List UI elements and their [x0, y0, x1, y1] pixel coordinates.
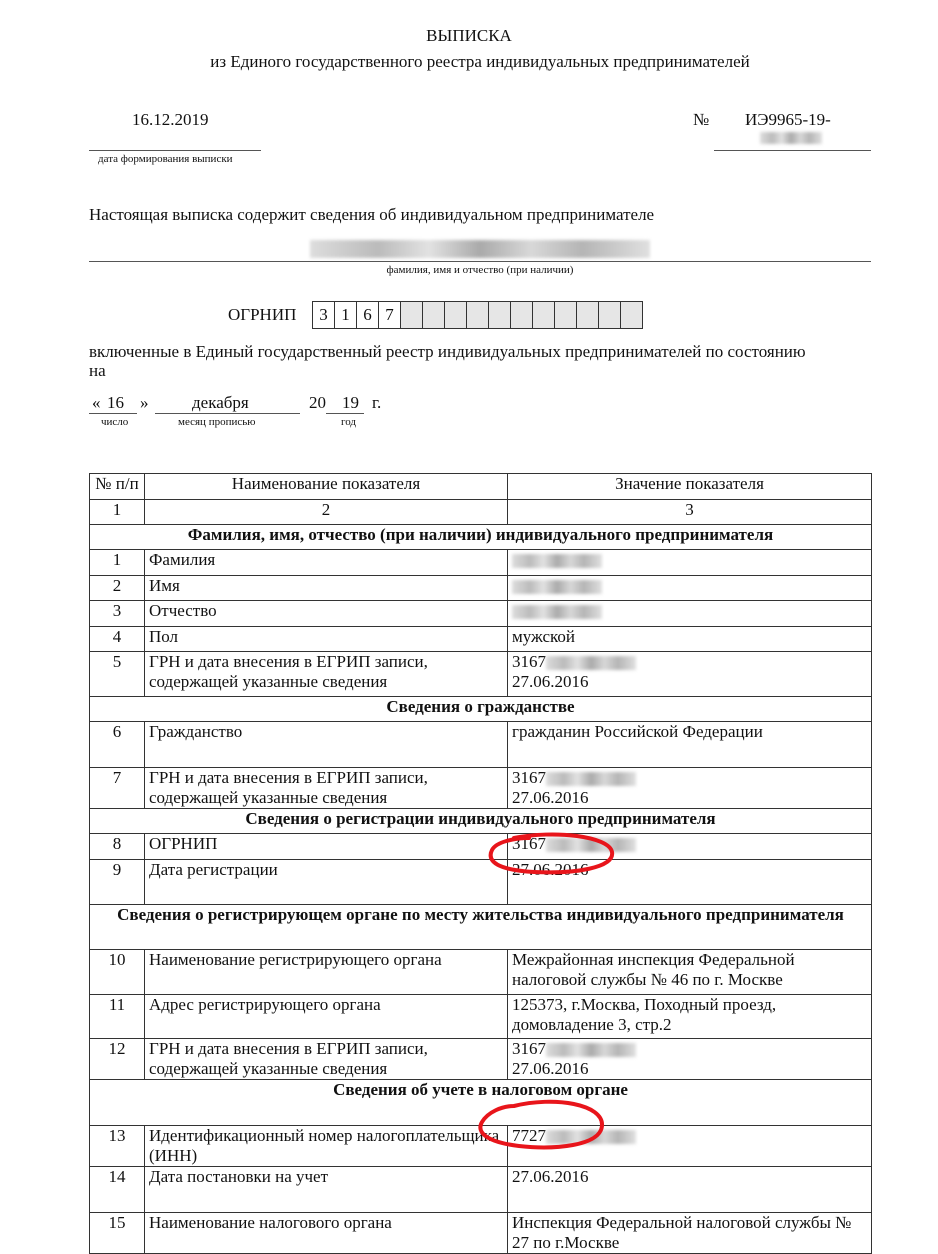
redacted-name	[310, 240, 650, 258]
row-name: Адрес регистрирующего органа	[145, 995, 508, 1039]
column-number: 2	[145, 500, 508, 525]
column-number: 3	[508, 500, 872, 525]
name-underline	[89, 261, 871, 262]
redacted-value	[512, 580, 602, 594]
row-name: Фамилия	[145, 550, 508, 576]
row-value: Межрайонная инспекция Федеральной налоговой службы № 46 по г. Москве	[512, 950, 795, 989]
section-row	[90, 809, 872, 834]
redacted-digit	[445, 302, 467, 328]
section-title: Сведения об учете в налоговом органе	[90, 1080, 872, 1126]
table-row	[90, 995, 872, 1039]
row-name: Отчество	[145, 601, 508, 627]
section-title: Сведения о регистрации индивидуального предпринимателя	[90, 809, 872, 834]
row-name: Пол	[145, 627, 508, 652]
row-value: гражданин Российской Федерации	[512, 722, 763, 741]
row-value-cell	[508, 627, 872, 652]
century: 20	[309, 393, 326, 412]
section-row	[90, 1080, 872, 1126]
row-value: мужской	[512, 627, 576, 646]
row-value: Инспекция Федеральной налоговой службы № 27 по г.Москве	[512, 1213, 852, 1252]
row-number: 3	[90, 601, 145, 627]
ogrnip-digit: 7	[379, 302, 401, 328]
table-row	[90, 834, 872, 860]
redacted-digit	[577, 302, 599, 328]
month-caption: месяц прописью	[178, 416, 256, 428]
table-header-row	[90, 474, 872, 500]
document-title: ВЫПИСКА	[426, 26, 512, 45]
row-value: 125373, г.Москва, Походный проезд, домовладение 3, стр.2	[512, 995, 777, 1034]
row-value-cell	[508, 768, 872, 809]
redacted-digit	[489, 302, 511, 328]
row-value-date: 27.06.2016	[512, 788, 589, 807]
row-number: 13	[90, 1126, 145, 1167]
row-number: 10	[90, 950, 145, 995]
section-row	[90, 905, 872, 950]
table-row	[90, 768, 872, 809]
row-value-date: 27.06.2016	[512, 672, 589, 691]
redacted-value	[512, 605, 602, 619]
row-value-date: 27.06.2016	[512, 1059, 589, 1078]
row-number: 11	[90, 995, 145, 1039]
row-number: 2	[90, 576, 145, 601]
row-number: 8	[90, 834, 145, 860]
redacted-digit	[599, 302, 621, 328]
row-value: 7727	[512, 1126, 546, 1145]
row-number: 12	[90, 1039, 145, 1080]
redacted-value	[512, 554, 602, 568]
row-name: Наименование регистрирующего органа	[145, 950, 508, 995]
row-number: 9	[90, 860, 145, 905]
row-name: Имя	[145, 576, 508, 601]
redacted-value	[546, 1043, 636, 1057]
row-name: Идентификационный номер налогоплательщика (ИНН)	[145, 1126, 508, 1167]
row-number: 4	[90, 627, 145, 652]
row-value: 3167	[512, 768, 546, 787]
ogrnip-digit: 6	[357, 302, 379, 328]
table-row	[90, 1213, 872, 1254]
table-row	[90, 652, 872, 697]
row-name: ГРН и дата внесения в ЕГРИП записи, содержащей указанные сведения	[145, 1039, 508, 1080]
year-suffix: г.	[372, 393, 382, 412]
row-value: 27.06.2016	[512, 1167, 589, 1186]
redacted-value	[546, 656, 636, 670]
row-value: 27.06.2016	[512, 860, 589, 879]
row-name: Дата постановки на учет	[145, 1167, 508, 1213]
row-value-cell	[508, 860, 872, 905]
table-row	[90, 1039, 872, 1080]
redacted-digit	[423, 302, 445, 328]
row-number: 7	[90, 768, 145, 809]
row-name: ГРН и дата внесения в ЕГРИП записи, содержащей указанные сведения	[145, 652, 508, 697]
section-row	[90, 697, 872, 722]
section-title: Фамилия, имя, отчество (при наличии) индивидуального предпринимателя	[90, 525, 872, 550]
name-caption: фамилия, имя и отчество (при наличии)	[386, 264, 574, 276]
row-value-cell	[508, 652, 872, 697]
row-value-cell	[508, 576, 872, 601]
date-caption: дата формирования выписки	[98, 153, 233, 165]
section-row	[90, 525, 872, 550]
number-sign: №	[693, 110, 710, 129]
redacted-value	[546, 1130, 636, 1144]
redacted-digit	[533, 302, 555, 328]
row-number: 5	[90, 652, 145, 697]
column-number: 1	[90, 500, 145, 525]
redacted-digit	[621, 302, 642, 328]
column-number-row	[90, 500, 872, 525]
header-name: Наименование показателя	[145, 474, 508, 500]
row-number: 15	[90, 1213, 145, 1254]
ogrnip-digit: 3	[313, 302, 335, 328]
section-title: Сведения о гражданстве	[90, 697, 872, 722]
row-value: 3167	[512, 652, 546, 671]
header-number: № п/п	[90, 474, 145, 500]
row-name: Наименование налогового органа	[145, 1213, 508, 1254]
row-number: 14	[90, 1167, 145, 1213]
row-value-cell	[508, 1126, 872, 1167]
year-caption: год	[341, 416, 357, 428]
row-value-cell	[508, 550, 872, 576]
year: 19	[342, 393, 359, 412]
header-value: Значение показателя	[508, 474, 872, 500]
register-table	[89, 473, 872, 1254]
row-value-cell	[508, 722, 872, 768]
redacted-digit	[511, 302, 533, 328]
table-row	[90, 1167, 872, 1213]
row-value: 3167	[512, 1039, 546, 1058]
day: 16	[107, 393, 124, 412]
extract-number: ИЭ9965-19-	[745, 110, 831, 129]
redacted-number	[760, 132, 822, 144]
redacted-value	[546, 838, 636, 852]
table-row	[90, 950, 872, 995]
row-value-cell	[508, 1167, 872, 1213]
redacted-value	[546, 772, 636, 786]
table-row	[90, 601, 872, 627]
row-number: 1	[90, 550, 145, 576]
date-underline	[89, 150, 261, 151]
redacted-digit	[555, 302, 577, 328]
row-value: 3167	[512, 834, 546, 853]
table-row	[90, 860, 872, 905]
table-row	[90, 627, 872, 652]
row-name: Дата регистрации	[145, 860, 508, 905]
table-row	[90, 550, 872, 576]
table-row	[90, 1126, 872, 1167]
ogrnip-label: ОГРНИП	[228, 305, 297, 324]
number-underline	[714, 150, 871, 151]
row-value-cell	[508, 1039, 872, 1080]
row-name: Гражданство	[145, 722, 508, 768]
row-name: ГРН и дата внесения в ЕГРИП записи, содержащей указанные сведения	[145, 768, 508, 809]
day-caption: число	[101, 416, 129, 428]
included-text: включенные в Единый государственный реестр индивидуальных предпринимателей по состоянию на	[89, 342, 806, 380]
quote-open: «	[92, 393, 101, 412]
section-title: Сведения о регистрирующем органе по месту жительства индивидуального предпринимателя	[90, 905, 872, 950]
row-value-cell	[508, 601, 872, 627]
redacted-digit	[467, 302, 489, 328]
intro-text: Настоящая выписка содержит сведения об индивидуальном предпринимателе	[89, 205, 655, 224]
row-value-cell	[508, 950, 872, 995]
table-row	[90, 576, 872, 601]
row-value-cell	[508, 995, 872, 1039]
document-subtitle: из Единого государственного реестра индивидуальных предпринимателей	[210, 52, 750, 71]
redacted-digit	[401, 302, 423, 328]
row-value-cell	[508, 1213, 872, 1254]
month: декабря	[192, 393, 249, 412]
ogrnip-boxes	[312, 301, 643, 329]
row-name: ОГРНИП	[145, 834, 508, 860]
row-number: 6	[90, 722, 145, 768]
table-row	[90, 722, 872, 768]
quote-close: »	[140, 393, 149, 412]
row-value-cell	[508, 834, 872, 860]
ogrnip-digit: 1	[335, 302, 357, 328]
extract-date: 16.12.2019	[132, 110, 209, 129]
